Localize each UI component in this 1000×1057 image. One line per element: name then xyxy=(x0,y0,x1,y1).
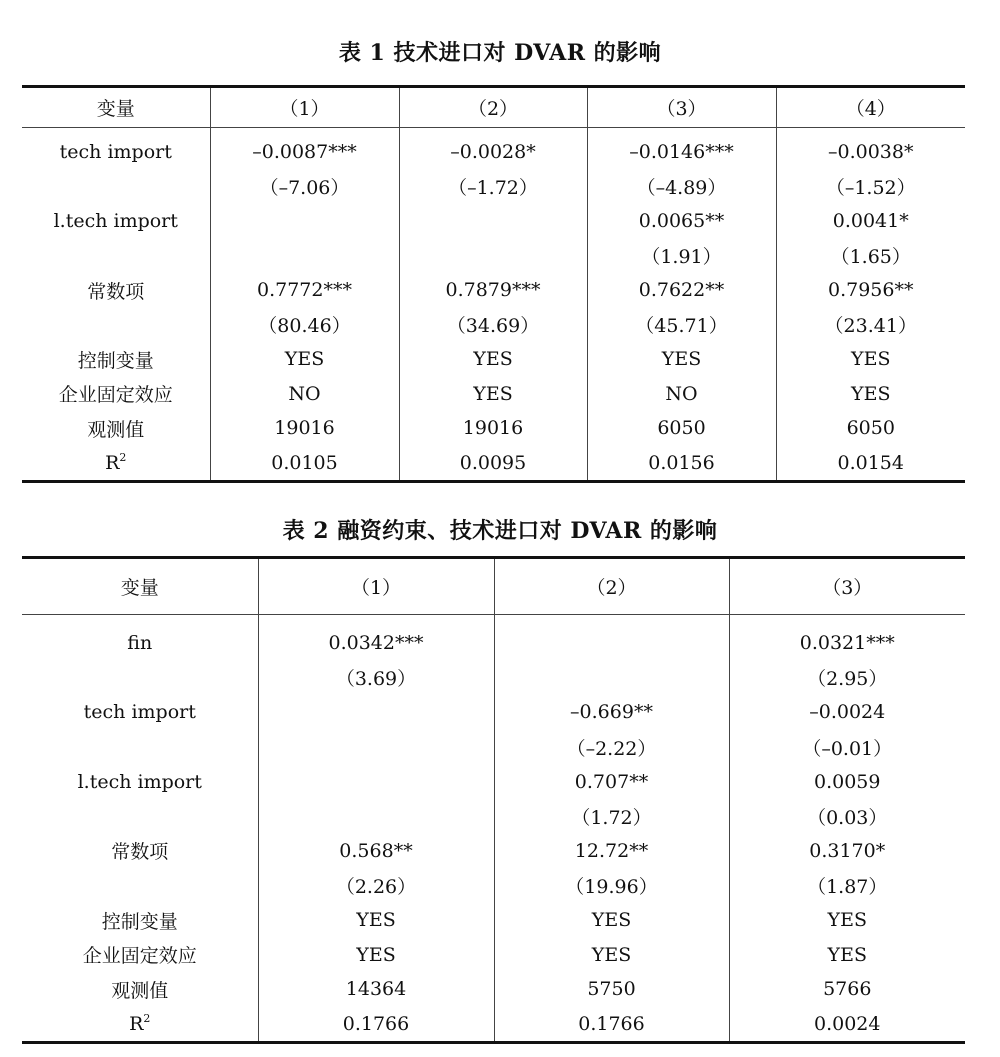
table2-cell: （–0.01） xyxy=(729,730,965,765)
table2-cell: （19.96） xyxy=(494,868,729,903)
table2-cell xyxy=(494,615,729,661)
table1-row-label: 常数项 xyxy=(87,280,145,303)
table2-row xyxy=(22,615,965,661)
table1-cell: 19016 xyxy=(210,411,399,446)
table2-row-label: $R^2$ xyxy=(129,1012,151,1036)
table2-cell: 0.0059 xyxy=(729,764,965,799)
table1-cell: YES xyxy=(776,377,965,412)
table2-row xyxy=(22,868,965,903)
table2-cell: 14364 xyxy=(258,972,494,1007)
table1-cell: 0.7879*** xyxy=(399,273,587,308)
table1-cell: 0.0095 xyxy=(399,446,587,482)
table1-cell: 0.7956** xyxy=(776,273,965,308)
table1-cell: （–4.89） xyxy=(587,170,776,205)
table2-header-col3: （3） xyxy=(729,558,965,615)
table2-cell xyxy=(258,799,494,834)
table2-cell xyxy=(258,730,494,765)
table1-row xyxy=(22,308,965,343)
table1-cell: 6050 xyxy=(587,411,776,446)
table1 xyxy=(22,85,965,483)
table2-cell: （–2.22） xyxy=(494,730,729,765)
table1-row-label: $R^2$ xyxy=(105,451,127,475)
table2-row-label xyxy=(22,730,258,765)
table2-header-col1: （1） xyxy=(258,558,494,615)
table2-cell: 0.0321*** xyxy=(729,615,965,661)
table2-row xyxy=(22,730,965,765)
table1-row-label xyxy=(22,239,210,274)
table1-caption: 表 1 技术进口对 DVAR 的影响 xyxy=(338,40,662,66)
table1-cell: YES xyxy=(587,342,776,377)
table2-row-label: 企业固定效应 xyxy=(82,945,197,968)
table1-row-label: 控制变量 xyxy=(77,349,154,372)
table1-cell: –0.0038* xyxy=(776,128,965,170)
table1-header-col4: （4） xyxy=(776,87,965,128)
table1-cell: YES xyxy=(210,342,399,377)
table1-cell: （34.69） xyxy=(399,308,587,343)
table2-row-label: l.tech import xyxy=(77,770,202,793)
table1-cell: 0.0154 xyxy=(776,446,965,482)
table1-cell: 0.7772*** xyxy=(210,273,399,308)
table2-cell: （1.72） xyxy=(494,799,729,834)
table2-row-label xyxy=(22,799,258,834)
table1-cell: （45.71） xyxy=(587,308,776,343)
table1-row xyxy=(22,239,965,274)
table1-cell: NO xyxy=(210,377,399,412)
table2-cell: 0.1766 xyxy=(494,1007,729,1043)
table2-cell: YES xyxy=(729,937,965,972)
table2 xyxy=(22,556,965,1044)
table1-row xyxy=(22,342,965,377)
table2-caption: 表 2 融资约束、技术进口对 DVAR 的影响 xyxy=(282,518,718,544)
table2-header-row xyxy=(22,558,965,615)
table1-cell xyxy=(399,239,587,274)
table1-cell: YES xyxy=(776,342,965,377)
table1-cell: YES xyxy=(399,342,587,377)
table2-row xyxy=(22,661,965,696)
table2-row-label: 控制变量 xyxy=(101,910,178,933)
table1-cell: （–1.52） xyxy=(776,170,965,205)
table2-row-label xyxy=(22,661,258,696)
table2-row xyxy=(22,695,965,730)
table1-cell: 0.7622** xyxy=(587,273,776,308)
table1-cell: 19016 xyxy=(399,411,587,446)
table1-row-label: 企业固定效应 xyxy=(58,384,173,407)
table1-cell: 0.0065** xyxy=(587,204,776,239)
table1-cell: （–7.06） xyxy=(210,170,399,205)
table2-cell: –0.0024 xyxy=(729,695,965,730)
table2-row-label: tech import xyxy=(83,701,196,724)
table1-header-col3: （3） xyxy=(587,87,776,128)
table1-cell: 0.0041* xyxy=(776,204,965,239)
table2-cell: YES xyxy=(258,937,494,972)
table1-row-label: 观测值 xyxy=(87,418,145,441)
table1-cell: （–1.72） xyxy=(399,170,587,205)
table2-cell xyxy=(494,661,729,696)
table2-cell: –0.669** xyxy=(494,695,729,730)
table1-cell: –0.0087*** xyxy=(210,128,399,170)
table2-cell: YES xyxy=(258,903,494,938)
table2-row-label: fin xyxy=(127,632,153,655)
table2-cell: YES xyxy=(494,903,729,938)
table2-cell xyxy=(258,695,494,730)
table1-row-label xyxy=(22,308,210,343)
table1-row xyxy=(22,411,965,446)
table1-cell: YES xyxy=(399,377,587,412)
table1-cell: 0.0156 xyxy=(587,446,776,482)
table1-cell xyxy=(210,239,399,274)
table2-cell: YES xyxy=(494,937,729,972)
table2-cell: （2.26） xyxy=(258,868,494,903)
table2-cell: 5750 xyxy=(494,972,729,1007)
table1-header-variable: 变量 xyxy=(22,87,210,128)
table2-row-label: 观测值 xyxy=(111,979,169,1002)
table1-cell: –0.0146*** xyxy=(587,128,776,170)
table1-row-label: tech import xyxy=(59,141,172,164)
table1-header-col1: （1） xyxy=(210,87,399,128)
table1-cell xyxy=(210,204,399,239)
table2-row xyxy=(22,903,965,938)
table1-cell: –0.0028* xyxy=(399,128,587,170)
table2-cell: （3.69） xyxy=(258,661,494,696)
table1-header-col2: （2） xyxy=(399,87,587,128)
table1-cell: 6050 xyxy=(776,411,965,446)
table1-row xyxy=(22,446,965,482)
table2-cell: 0.568** xyxy=(258,834,494,869)
table2-row xyxy=(22,937,965,972)
table1-row xyxy=(22,204,965,239)
table2-row xyxy=(22,834,965,869)
table2-cell: （2.95） xyxy=(729,661,965,696)
table1-cell: （1.65） xyxy=(776,239,965,274)
table1-cell: （80.46） xyxy=(210,308,399,343)
table2-header-variable: 变量 xyxy=(22,558,258,615)
table1-row xyxy=(22,273,965,308)
table1-row-label: l.tech import xyxy=(53,210,178,233)
table2-header-col2: （2） xyxy=(494,558,729,615)
table2-row xyxy=(22,799,965,834)
table2-cell: （1.87） xyxy=(729,868,965,903)
table2-cell: （0.03） xyxy=(729,799,965,834)
table1-row xyxy=(22,128,965,170)
table2-cell: 0.0342*** xyxy=(258,615,494,661)
table1-cell xyxy=(399,204,587,239)
table2-cell: 0.1766 xyxy=(258,1007,494,1043)
table2-row xyxy=(22,972,965,1007)
table1-row xyxy=(22,170,965,205)
table2-cell: 5766 xyxy=(729,972,965,1007)
table2-row xyxy=(22,1007,965,1043)
table2-cell: 0.0024 xyxy=(729,1007,965,1043)
table2-cell: 0.3170* xyxy=(729,834,965,869)
table1-cell: （23.41） xyxy=(776,308,965,343)
table2-row-label: 常数项 xyxy=(111,841,169,864)
table1-cell: 0.0105 xyxy=(210,446,399,482)
table1-cell: （1.91） xyxy=(587,239,776,274)
table1-cell: NO xyxy=(587,377,776,412)
table2-cell: 12.72** xyxy=(494,834,729,869)
table2-row-label xyxy=(22,868,258,903)
table1-header-row xyxy=(22,87,965,128)
table1-row xyxy=(22,377,965,412)
table2-row xyxy=(22,764,965,799)
table1-row-label xyxy=(22,170,210,205)
table2-cell: YES xyxy=(729,903,965,938)
table2-cell xyxy=(258,764,494,799)
table2-cell: 0.707** xyxy=(494,764,729,799)
